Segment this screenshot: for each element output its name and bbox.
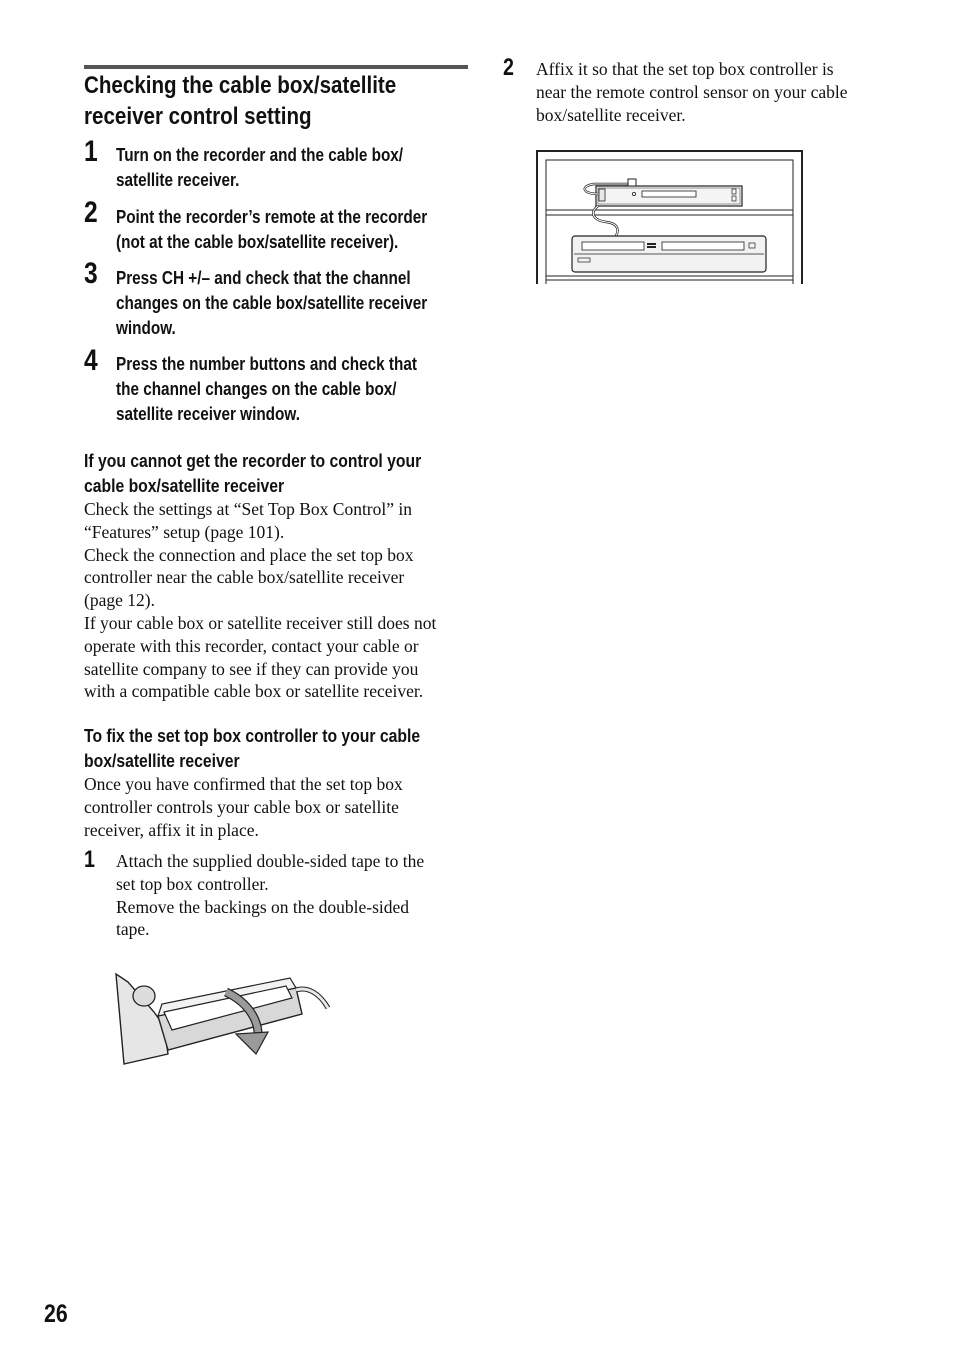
body-line: tape.	[116, 919, 150, 940]
body-line: set top box controller.	[116, 873, 269, 894]
body-line: receiver, affix it in place.	[84, 819, 259, 840]
step-number: 2	[84, 196, 98, 229]
step-line: satellite receiver window.	[116, 404, 300, 424]
heading-line: box/satellite receiver	[84, 750, 240, 771]
body-line: box/satellite receiver.	[536, 104, 686, 125]
step-text	[116, 205, 427, 255]
section-title	[84, 70, 396, 132]
body-line: Affix it so that the set top box controller is	[536, 59, 834, 79]
body-line: (page 12).	[84, 590, 155, 611]
fix-step2-text	[536, 58, 896, 126]
step-number: 2	[503, 54, 514, 81]
step-number: 4	[84, 344, 98, 377]
heading-line: To fix the set top box controller to your cable	[84, 725, 421, 746]
body-line: Check the connection and place the set top box	[84, 544, 414, 565]
step-line: changes on the cable box/satellite receiver	[116, 293, 428, 313]
body-line: Once you have confirmed that the set top box	[84, 774, 403, 794]
section-title-line: Checking the cable box/satellite	[84, 72, 397, 99]
step-line: Press the number buttons and check that	[116, 354, 417, 374]
section-title-line: receiver control setting	[84, 103, 312, 130]
body-line: Check the settings at “Set Top Box Control” in	[84, 499, 412, 519]
section-title-rule	[84, 65, 468, 69]
troubleshoot-heading	[84, 448, 421, 498]
body-line: “Features” setup (page 101).	[84, 521, 285, 542]
step-line: the channel changes on the cable box/	[116, 379, 397, 399]
step-line: (not at the cable box/satellite receiver).	[116, 232, 399, 252]
step-line: Turn on the recorder and the cable box/	[116, 145, 404, 165]
step-line: Press CH +/– and check that the channel	[116, 268, 411, 288]
step-line: Point the recorder’s remote at the recorder	[116, 207, 428, 227]
step-line: satellite receiver.	[116, 170, 240, 190]
tape-backing-illustration	[108, 968, 338, 1072]
body-line: with a compatible cable box or satellite receiver.	[84, 681, 424, 702]
troubleshoot-body	[84, 498, 476, 703]
body-line: satellite company to see if they can provide you	[84, 658, 419, 679]
body-line: If your cable box or satellite receiver still does not	[84, 612, 437, 633]
body-line: controller controls your cable box or satellite	[84, 796, 399, 817]
body-line: Remove the backings on the double-sided	[116, 896, 410, 917]
shelf-placement-illustration	[536, 150, 804, 286]
step-number: 1	[84, 135, 98, 168]
body-line: near the remote control sensor on your cable	[536, 81, 848, 102]
step-number: 1	[84, 846, 95, 873]
body-line: operate with this recorder, contact your cable or	[84, 635, 419, 656]
step-text	[116, 143, 403, 193]
body-line: Attach the supplied double-sided tape to the	[116, 851, 425, 871]
step-line: window.	[116, 318, 176, 338]
fix-heading	[84, 723, 420, 773]
step-number: 3	[84, 257, 98, 290]
body-line: controller near the cable box/satellite receiver	[84, 567, 405, 588]
fix-step1-text	[116, 850, 476, 941]
heading-line: If you cannot get the recorder to control your	[84, 450, 422, 471]
heading-line: cable box/satellite receiver	[84, 475, 285, 496]
step-text	[116, 266, 427, 341]
fix-intro	[84, 773, 476, 841]
step-text	[116, 352, 417, 427]
page-number: 26	[44, 1300, 68, 1328]
